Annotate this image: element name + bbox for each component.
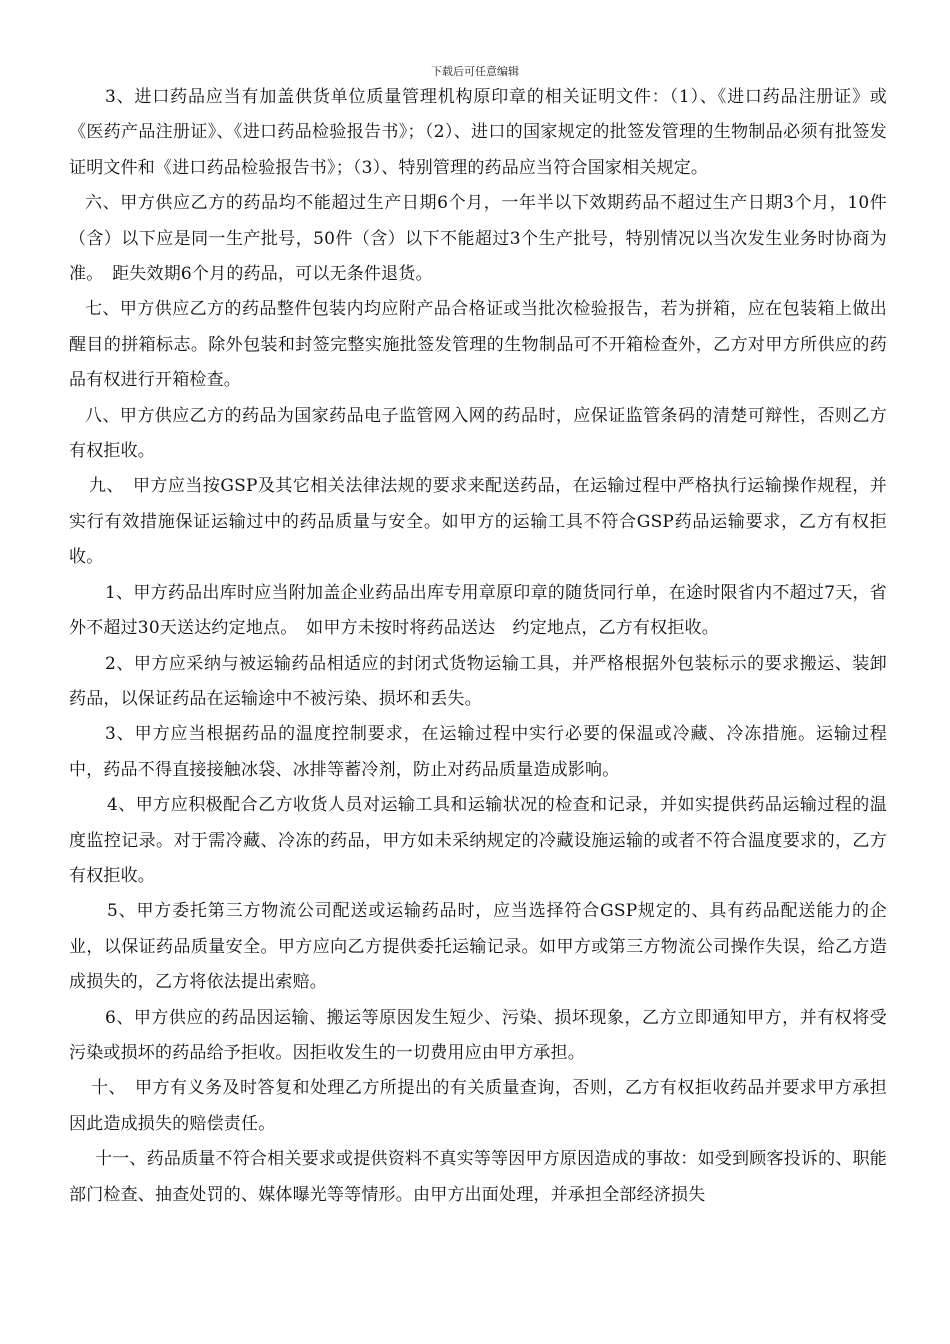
paragraph-section-9-item-1: 1、甲方药品出库时应当附加盖企业药品出库专用章原印章的随货同行单，在途时限省内不超过7天，省外不超过30天送达约定地点。 如甲方未按时将药品送达 约定地点，乙方有权拒收。: [69, 582, 887, 639]
paragraph-section-10: 十、 甲方有义务及时答复和处理乙方所提出的有关质量查询，否则，乙方有权拒收药品并要求甲方承担因此造成损失的赔偿责任。: [69, 1078, 887, 1134]
paragraph-section-9-item-5: 5、甲方委托第三方物流公司配送或运输药品时，应当选择符合GSP规定的、具有药品配送能力的企业，以保证药品质量安全。甲方应向乙方提供委托运输记录。如甲方或第三方物流公司操作失误，给乙方造成损失的，乙方将依法提出索赔。: [69, 901, 887, 993]
paragraph-section-7: 七、甲方供应乙方的药品整件包装内均应附产品合格证或当批次检验报告，若为拼箱，应在包装箱上做出醒目的拼箱标志。除外包装和封签完整实施批签发管理的生物制品可不开箱检查外，乙方对甲方所供应的药品有权进行开箱检查。: [69, 299, 887, 391]
page-header-note: 下载后可任意编辑: [431, 65, 519, 78]
paragraph-section-8: 八、甲方供应乙方的药品为国家药品电子监管网入网的药品时，应保证监管条码的清楚可辩性，否则乙方有权拒收。: [69, 405, 887, 462]
paragraph-section-6: 六、甲方供应乙方的药品均不能超过生产日期6个月，一年半以下效期药品不超过生产日期3个月，10件（含）以下应是同一生产批号，50件（含）以下不能超过3个生产批号，特别情况以当次发生业务时协商为准。 距失效期6个月的药品，可以无条件退货。: [69, 193, 887, 285]
paragraph-import-drug-documents: 3、进口药品应当有加盖供货单位质量管理机构原印章的相关证明文件：（1）、《进口药品注册证》或《医药产品注册证》、《进口药品检验报告书》；（2）、进口的国家规定的批签发管理的生物制品必须有批签发证明文件和《进口药品检验报告书》；（3）、特别管理的药品应当符合国家相关规定。: [69, 87, 887, 178]
paragraph-section-9-item-2: 2、甲方应采纳与被运输药品相适应的封闭式货物运输工具，并严格根据外包装标示的要求搬运、装卸药品，以保证药品在运输途中不被污染、损坏和丢失。: [69, 653, 887, 709]
paragraph-section-9-item-3: 3、甲方应当根据药品的温度控制要求，在运输过程中实行必要的保温或冷藏、冷冻措施。运输过程中，药品不得直接接触冰袋、冰排等蓄冷剂，防止对药品质量造成影响。: [69, 724, 887, 780]
paragraph-section-9-item-4: 4、甲方应积极配合乙方收货人员对运输工具和运输状况的检查和记录，并如实提供药品运输过程的温度监控记录。对于需冷藏、冷冻的药品，甲方如未采纳规定的冷藏设施运输的或者不符合温度要求的，乙方有权拒收。: [69, 795, 887, 886]
paragraph-section-9: 九、 甲方应当按GSP及其它相关法律法规的要求来配送药品，在运输过程中严格执行运输操作规程，并实行有效措施保证运输过中的药品质量与安全。如甲方的运输工具不符合GSP药品运输要求，乙方有权拒收。: [69, 476, 887, 568]
document-body: [69, 80, 887, 1213]
paragraph-section-11: 十一、药品质量不符合相关要求或提供资料不真实等等因甲方原因造成的事故：如受到顾客投诉的、职能部门检查、抽查处罚的、媒体曝光等等情形。由甲方出面处理，并承担全部经济损失: [69, 1149, 887, 1205]
paragraph-section-9-item-6: 6、甲方供应的药品因运输、搬运等原因发生短少、污染、损坏现象，乙方立即通知甲方，并有权将受污染或损坏的药品给予拒收。因拒收发生的一切费用应由甲方承担。: [69, 1007, 887, 1063]
